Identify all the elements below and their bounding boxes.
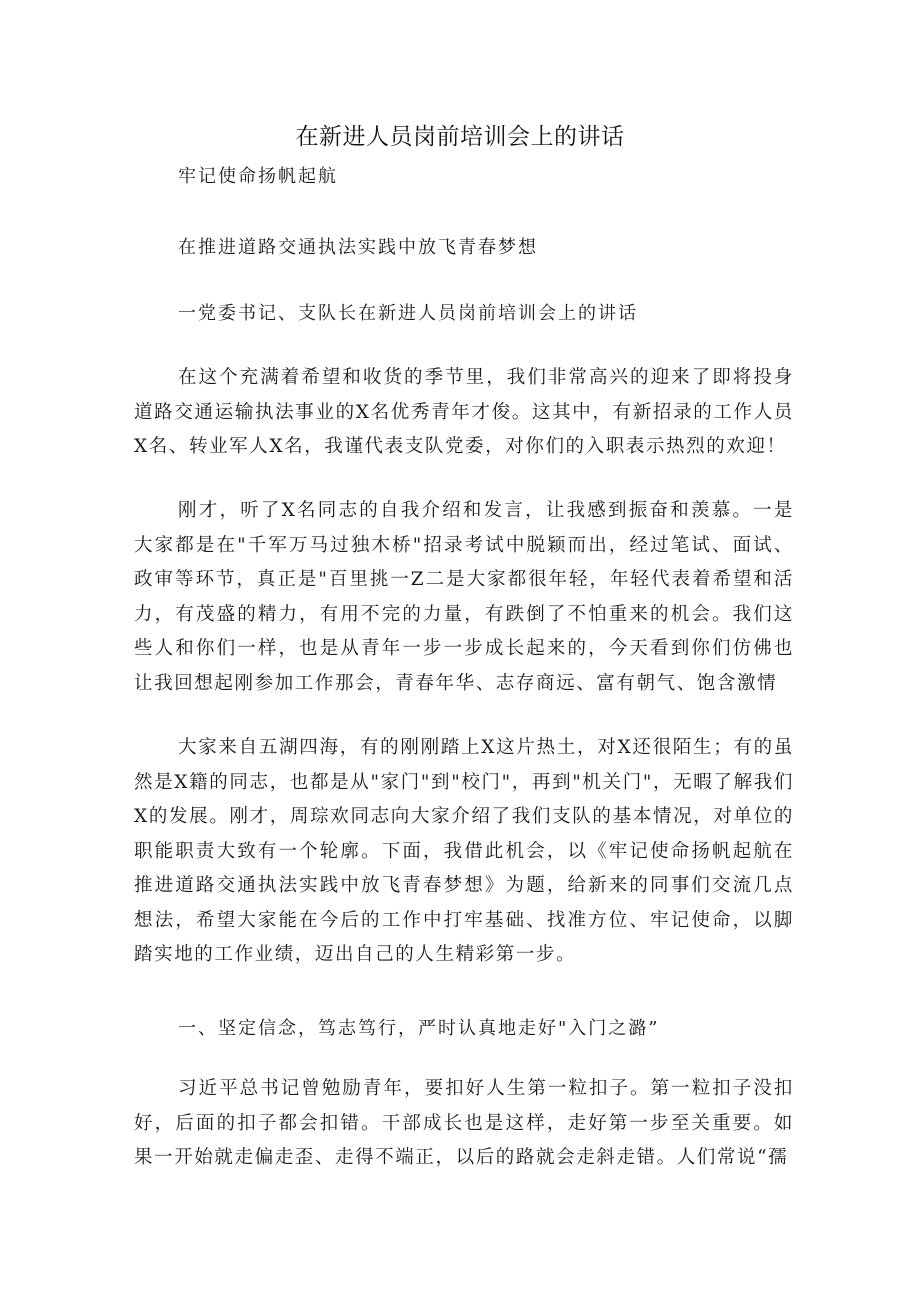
body-paragraph-2: 刚才，听了X名同志的自我介绍和发言，让我感到振奋和羡慕。一是大家都是在"千军万马过独木桥"招录考试中脱颖而出，经过笔试、面试、政审等环节，真正是"百里挑一Z二是大家都很年轻，年轻代表着希望和活力，有茂盛的精力，有用不完的力量，有跌倒了不怕重来的机会。我们这些人和你们一样，也是从青年一步一步成长起来的，今天看到你们仿佛也让我回想起刚参加工作那会，青春年华、志存商远、富有朝气、饱含激情 (134, 500, 794, 694)
document-title: 在新进人员岗前培训会上的讲话 (295, 124, 625, 150)
subtitle-line-3: 一党委书记、支队长在新进人员岗前培训会上的讲话 (178, 303, 638, 324)
body-paragraph-4: 习近平总书记曾勉励青年，要扣好人生第一粒扣子。第一粒扣子没扣好，后面的扣子都会扣错。干部成长也是这样，走好第一步至关重要。如果一开始就走偏走歪、走得不端正，以后的路就会走斜走错。人们常说“孺 (134, 1078, 794, 1168)
body-paragraph-1: 在这个充满着希望和收货的季节里，我们非常高兴的迎来了即将投身道路交通运输执法事业的X名优秀青年才俊。这其中，有新招录的工作人员X名、转业军人X名，我谨代表支队党委，对你们的入职表示热烈的欢迎！ (134, 367, 794, 457)
subtitle-line-1: 牢记使命扬帆起航 (178, 166, 338, 187)
body-paragraph-3: 大家来自五湖四海，有的刚刚踏上X这片热土，对X还很陌生；有的虽然是X籍的同志，也都是从"家门"到"校门"，再到"机关门"，无暇了解我们X的发展。刚才，周琮欢同志向大家介绍了我们支队的基本情况，对单位的职能职责大致有一个轮廓。下面，我借此机会，以《牢记使命扬帆起航在推进道路交通执法实践中放飞青春梦想》为题，给新来的同事们交流几点想法，希望大家能在今后的工作中打牢基础、找准方位、牢记使命，以脚踏实地的工作业绩，迈出自己的人生精彩第一步。 (134, 737, 794, 965)
subtitle-line-2: 在推进道路交通执法实践中放飞青春梦想 (178, 237, 538, 258)
section-heading-1: 一、坚定信念，笃志笃行，严时认真地走好"入门之潞” (178, 1018, 660, 1039)
